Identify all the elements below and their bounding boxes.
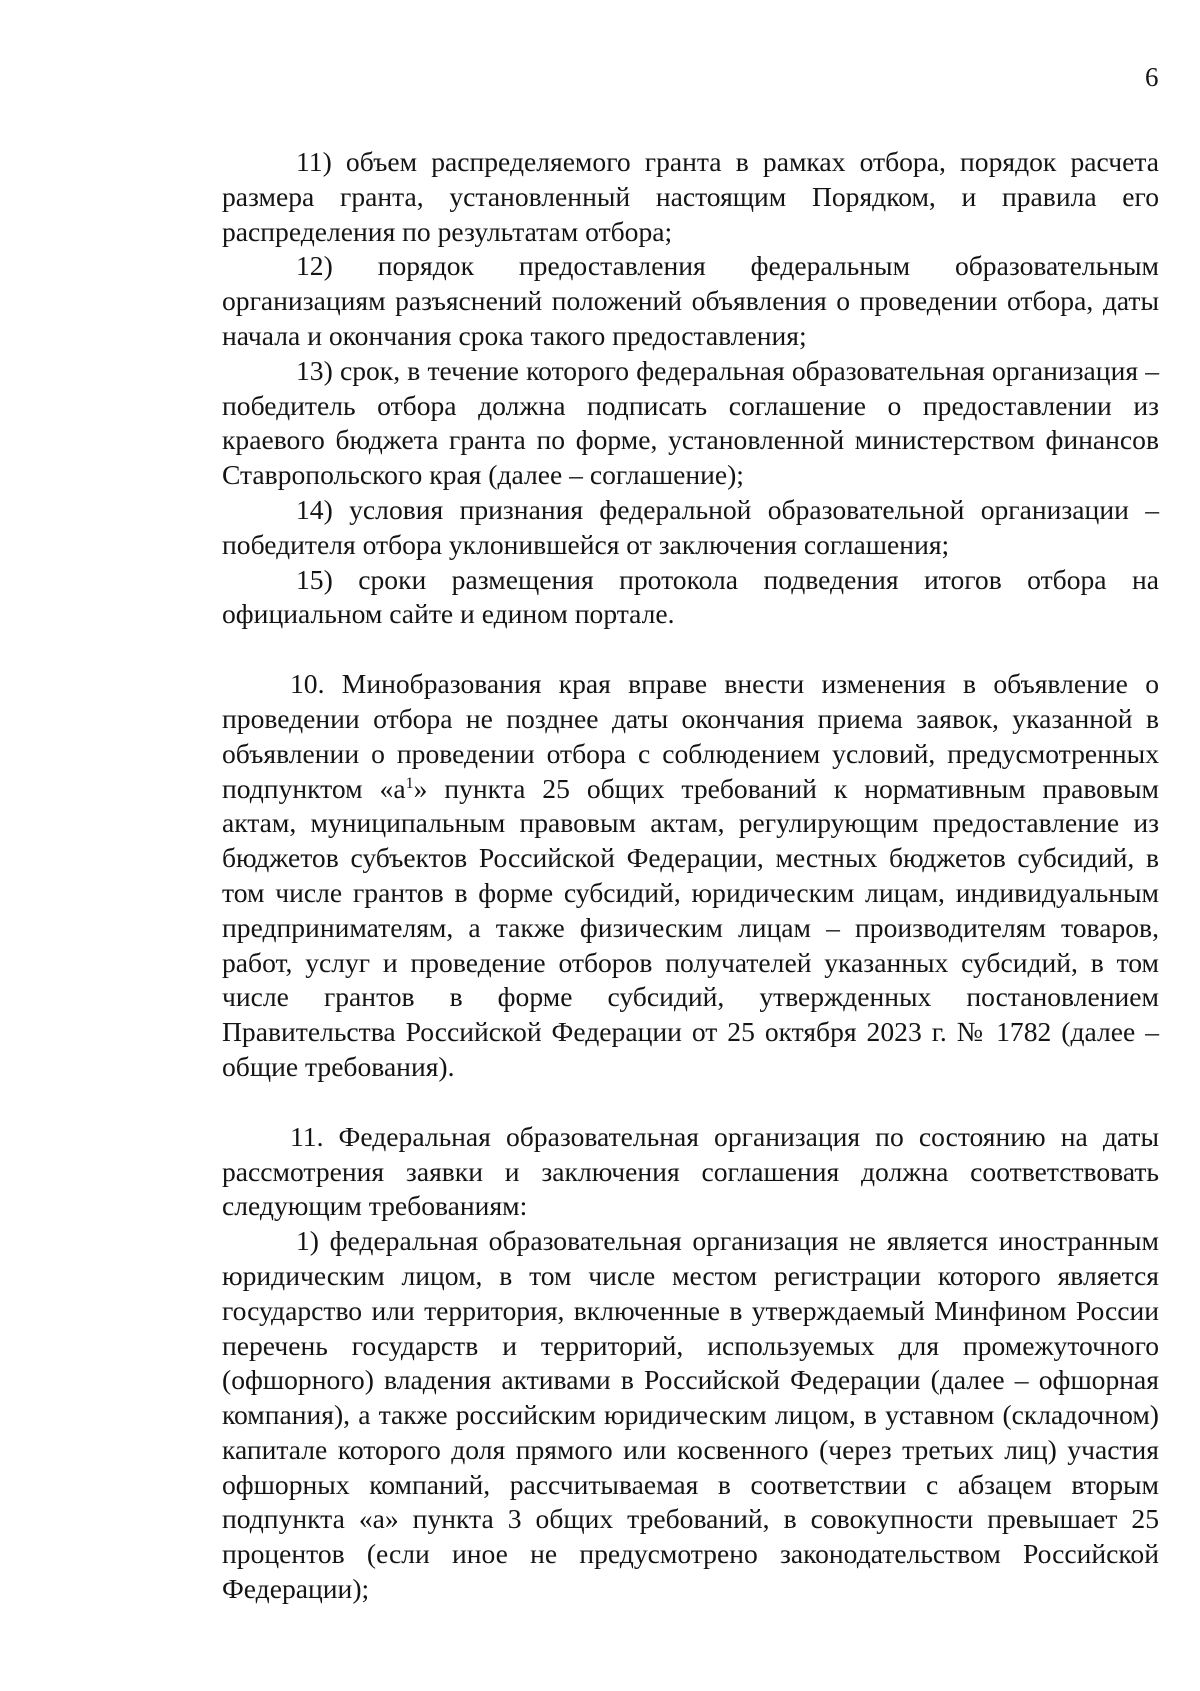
list-item: 13) срок, в течение которого федеральная образовательная организация – победитель отбора должна подписать соглашение о предоставлении из краевого бюджета гранта по форме, установленной министерством финансов Ставропольского края (далее – соглашение); — [222, 354, 1159, 491]
page-number: 6 — [1145, 62, 1159, 92]
section-11-item-1: 1) федеральная образовательная организация не является иностранным юридическим лицом, в том числе местом регистрации которого является государство или территория, включенные в утверждаемый Минфином России перечень государств и территорий, используемых для промежуточного (офшорного) владения активами в Российской Федерации (далее – офшорная компания), а также российским юридическим лицом, в уставном (складочном) капитале которого доля прямого или косвенного (через третьих лиц) участия офшорных компаний, рассчитываемая в соответствии с абзацем вторым подпункта «а» пункта 3 общих требований, в совокупности превышает 25 процентов (если иное не предусмотрено законодательством Российской Федерации); — [222, 1225, 1159, 1605]
superscript-marker: 1 — [405, 774, 414, 792]
section-11-intro: 11. Федеральная образовательная организация по состоянию на даты рассмотрения заявки и заключения соглашения должна соответствовать следующим требованиям: — [222, 1120, 1159, 1222]
section-10-text-end: » пункта 25 общих требований к нормативным правовым актам, муниципальным правовым актам, регулирующим предоставление из бюджетов субъектов Российской Федерации, местных бюджетов субсидий, в том числе грантов в форме субсидий, юридическим лицам, индивидуальным предпринимателям, а также физическим лицам – производителям товаров, работ, услуг и проведение отборов получателей указанных субсидий, в том числе грантов в форме субсидий, утвержденных постановлением Правительства Российской Федерации от 25 октября 2023 г. № 1782 (далее – общие требования). — [222, 772, 1160, 1082]
section-10-text-start: 10. Минобразования края вправе внести изменения в объявление о проведении отбора не позднее даты окончания приема заявок, указанной в объявлении о проведении отбора с соблюдением условий, предусмотренных подпунктом «а — [222, 668, 1159, 804]
list-item: 12) порядок предоставления федеральным образовательным организациям разъяснений положений объявления о проведении отбора, даты начала и окончания срока такого предоставления; — [222, 250, 1159, 351]
list-item: 14) условия признания федеральной образовательной организации – победителя отбора уклонившейся от заключения соглашения; — [222, 493, 1159, 560]
list-item: 15) сроки размещения протокола подведения итогов отбора на официальном сайте и едином портале. — [222, 563, 1159, 630]
document-body — [222, 145, 1159, 1607]
section-10-paragraph — [222, 667, 1159, 1085]
list-item: 11) объем распределяемого гранта в рамках отбора, порядок расчета размера гранта, установленный настоящим Порядком, и правила его распределения по результатам отбора; — [222, 146, 1159, 247]
